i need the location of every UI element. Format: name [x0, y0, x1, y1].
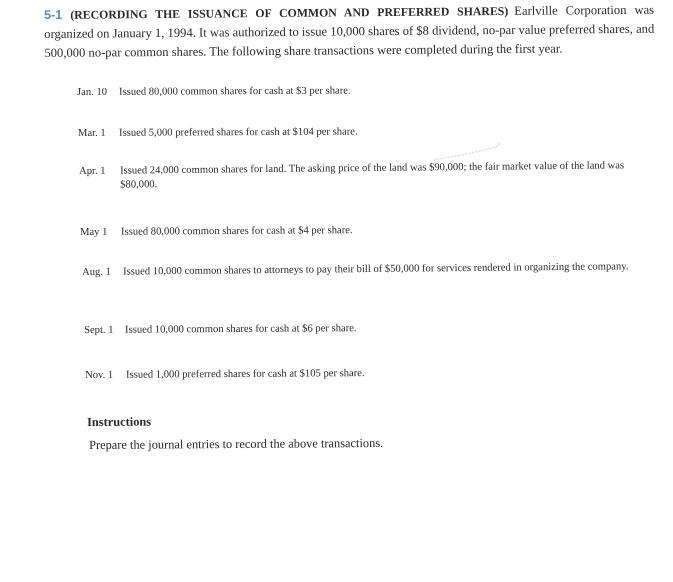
transaction-description: Issued 5,000 preferred shares for cash at $104 per share.: [119, 126, 358, 139]
transaction-aug-1: [82, 260, 652, 278]
transaction-apr-1: [79, 159, 654, 191]
transaction-mar-1: [78, 124, 638, 139]
transaction-description: Issued 24,000 common shares for land. The asking price of the land was $90,000; the fair market value of the land was $80,000.: [120, 160, 625, 191]
instructions-heading: Instructions: [87, 414, 152, 429]
transaction-date: Mar. 1: [78, 127, 106, 139]
transaction-date: Sept. 1: [84, 324, 114, 336]
instructions-text: Prepare the journal entries to record the above transactions.: [89, 435, 384, 452]
transaction-description: Issued 1,000 preferred shares for cash at $105 per share.: [126, 368, 365, 381]
transaction-description: Issued 10,000 common shares to attorneys to pay their bill of $50,000 for services rendered in organizing the company.: [123, 261, 629, 278]
problem-header: [44, 1, 654, 63]
pencil-mark: [432, 140, 502, 164]
problem-intro: Earlville Corporation was organized on January 1, 1994. It was authorized to issue 10,000 shares of $8 dividend, no-par value preferred shares, and 500,000 no-par common shares. The following share transactions were completed during the first year.: [44, 2, 655, 60]
transaction-description: Issued 10,000 common shares for cash at $6 per share.: [125, 323, 357, 336]
transaction-description: Issued 80,000 common shares for cash at $3 per share.: [119, 85, 351, 98]
transaction-date: Nov. 1: [85, 369, 114, 381]
transaction-description: Issued 80,000 common shares for cash at $4 per share.: [121, 225, 353, 238]
transaction-nov-1: [85, 365, 645, 381]
transaction-date: Jan. 10: [77, 86, 108, 98]
transaction-sept-1: [84, 320, 644, 336]
transaction-jan-10: [77, 83, 637, 98]
transaction-date: May 1: [80, 226, 108, 238]
transaction-date: Aug. 1: [82, 266, 111, 278]
transaction-may-1: [80, 222, 640, 238]
problem-number: 5-1: [44, 7, 63, 22]
transaction-date: Apr. 1: [79, 165, 106, 177]
problem-title: (RECORDING THE ISSUANCE OF COMMON AND PREFERRED SHARES): [70, 3, 509, 22]
